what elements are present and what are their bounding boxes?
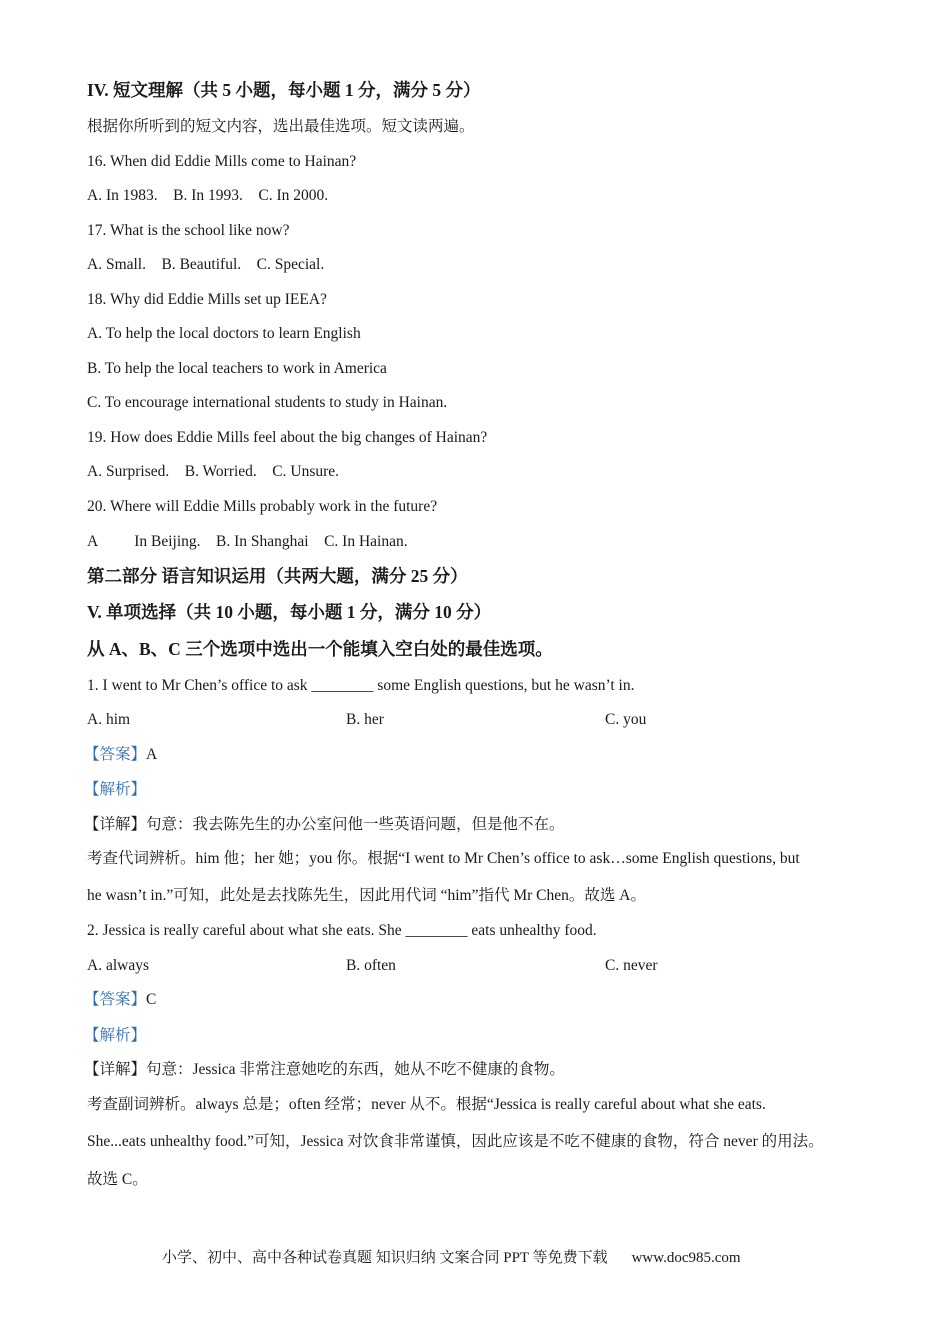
q2-explain-line3: 故选 C。	[87, 1171, 148, 1188]
q19-stem: 19. How does Eddie Mills feel about the big changes of Hainan?	[87, 429, 488, 446]
q19-options: A. Surprised. B. Worried. C. Unsure.	[87, 463, 340, 480]
q1-answer	[84, 745, 157, 765]
page-footer	[162, 1246, 741, 1267]
q1-explain-line1: 考查代词辨析。him 他；her 她；you 你。根据“I went to Mr Chen’s office to ask…some English questions, but	[87, 850, 800, 867]
q2-answer	[84, 990, 156, 1010]
part2-title: 第二部分 语言知识运用（共两大题，满分 25 分）	[87, 566, 468, 586]
q17-stem: 17. What is the school like now?	[87, 222, 290, 239]
q18-option-c: C. To encourage international students to study in Hainan.	[87, 394, 448, 411]
q2-option-b: B. often	[346, 957, 396, 974]
q20-stem: 20. Where will Eddie Mills probably work in the future?	[87, 498, 438, 515]
q1-stem: 1. I went to Mr Chen’s office to ask ________ some English questions, but he wasn’t in.	[87, 677, 635, 694]
q1-option-a: A. him	[87, 711, 131, 728]
q2-explain-line2: She...eats unhealthy food.”可知，Jessica 对饮食非常谨慎，因此应该是不吃不健康的食物，符合 never 的用法。	[87, 1133, 824, 1150]
footer-text: 小学、初中、高中各种试卷真题 知识归纳 文案合同 PPT 等免费下载	[162, 1250, 608, 1266]
q1-explain-line2: he wasn’t in.”可知，此处是去找陈先生，因此用代词 “him”指代 Mr Chen。故选 A。	[87, 887, 646, 904]
q2-answer-tag: 【答案】	[84, 991, 147, 1008]
q20-option-b: B. In Shanghai	[216, 533, 309, 550]
q20-option-c: C. In Hainan.	[324, 533, 408, 550]
q1-option-c: C. you	[605, 711, 647, 728]
section4-title: IV. 短文理解（共 5 小题，每小题 1 分，满分 5 分）	[87, 80, 481, 100]
q2-stem: 2. Jessica is really careful about what she eats. She ________ eats unhealthy food.	[87, 922, 597, 939]
q18-option-a: A. To help the local doctors to learn English	[87, 325, 361, 342]
q18-stem: 18. Why did Eddie Mills set up IEEA?	[87, 291, 327, 308]
q1-detail	[84, 815, 565, 835]
section5-instruction: 从 A、B、C 三个选项中选出一个能填入空白处的最佳选项。	[87, 639, 553, 659]
q2-explain-line1: 考查副词辨析。always 总是；often 经常；never 从不。根据“Jessica is really careful about what she eats.	[87, 1096, 766, 1113]
q18-option-b: B. To help the local teachers to work in America	[87, 360, 387, 377]
q1-detail-text: 句意：我去陈先生的办公室问他一些英语问题，但是他不在。	[146, 816, 565, 833]
q1-answer-value: A	[146, 746, 158, 763]
q2-detail-tag: 【详解】	[84, 1061, 147, 1078]
q2-answer-value: C	[146, 991, 157, 1008]
q16-stem: 16. When did Eddie Mills come to Hainan?	[87, 153, 357, 170]
q17-options: A. Small. B. Beautiful. C. Special.	[87, 256, 325, 273]
footer-site-link[interactable]: www.doc985.com	[631, 1250, 741, 1266]
q20-option-a: In Beijing.	[134, 533, 201, 550]
q2-option-a: A. always	[87, 957, 149, 974]
q2-analysis-tag: 【解析】	[84, 1027, 147, 1044]
q1-option-b: B. her	[346, 711, 384, 728]
q20-option-a-letter: A	[87, 533, 99, 550]
q1-detail-tag: 【详解】	[84, 816, 147, 833]
section4-instruction: 根据你所听到的短文内容，选出最佳选项。短文读两遍。	[87, 118, 475, 135]
q2-detail-text: 句意：Jessica 非常注意她吃的东西，她从不吃不健康的食物。	[146, 1061, 565, 1078]
q2-option-c: C. never	[605, 957, 658, 974]
q2-detail	[84, 1060, 565, 1080]
q20-options	[87, 532, 408, 552]
q1-answer-tag: 【答案】	[84, 746, 147, 763]
q16-options: A. In 1983. B. In 1993. C. In 2000.	[87, 187, 329, 204]
section5-title: V. 单项选择（共 10 小题，每小题 1 分，满分 10 分）	[87, 602, 492, 622]
q1-analysis-tag: 【解析】	[84, 781, 147, 798]
